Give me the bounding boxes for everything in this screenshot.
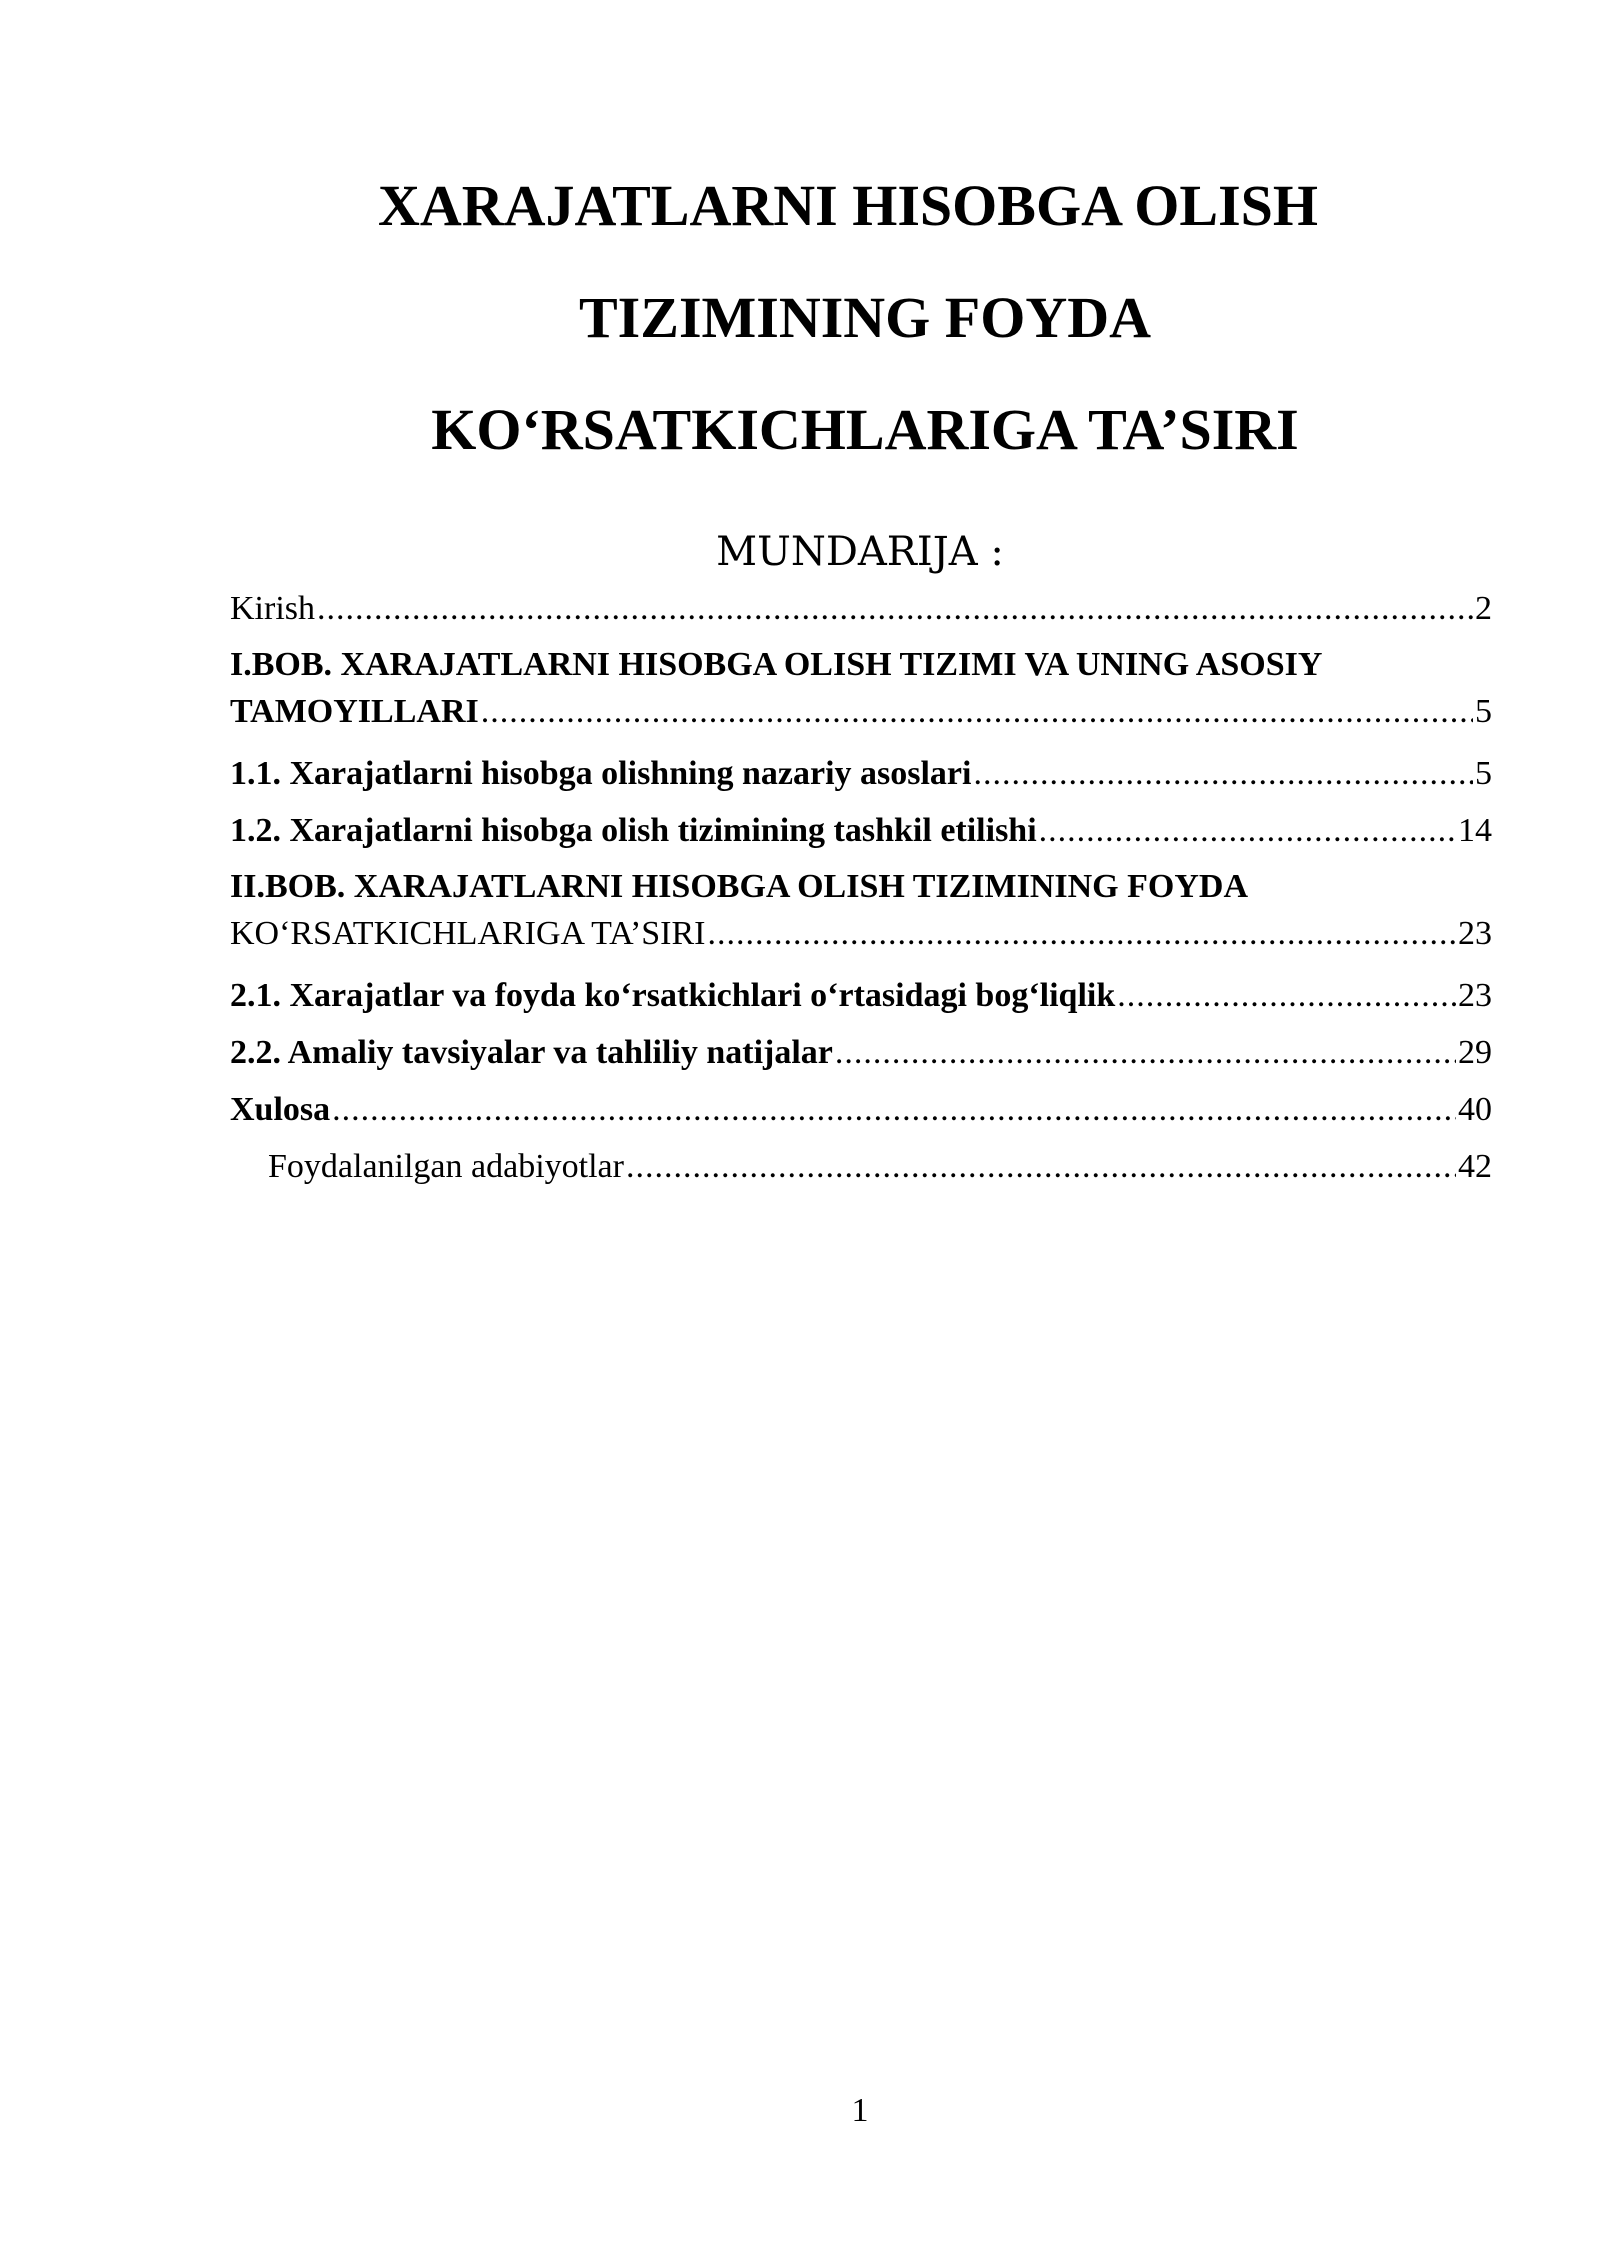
toc-entry-chapter-1[interactable] [230, 641, 1492, 741]
toc-entry-label: 1.2. Xarajatlarni hisobga olish tizimining tashkil etilishi [230, 812, 1037, 849]
title-line-1: XARAJATLARNI HISOBGA OLISH [378, 173, 1319, 238]
toc-leader-dots [1117, 967, 1456, 1024]
toc-entry-section-2-2[interactable] [230, 1024, 1492, 1081]
toc-leader-dots [332, 1081, 1456, 1138]
toc-entry-page: 5 [1475, 755, 1492, 792]
toc-entry-page: 2 [1475, 590, 1492, 627]
toc-leader-dots [708, 911, 1456, 957]
toc-leader-dots [835, 1024, 1456, 1081]
toc-entry-label-line2: KO‘RSATKICHLARIGA TA’SIRI [230, 915, 706, 952]
toc-entry-page: 5 [1475, 693, 1492, 730]
toc-heading: MUNDARIJA : [716, 529, 1004, 575]
toc-leader-dots [1039, 802, 1456, 859]
toc-entry-page: 23 [1458, 977, 1492, 1014]
toc-leader-dots [626, 1138, 1456, 1195]
toc-entry-page: 23 [1458, 915, 1492, 952]
table-of-contents [230, 580, 1492, 1195]
toc-entry-references[interactable] [230, 1138, 1492, 1195]
toc-entry-section-1-2[interactable] [230, 802, 1492, 859]
toc-entry-label-line2: TAMOYILLARI [230, 693, 479, 730]
toc-entry-label-line1: I.BOB. XARAJATLARNI HISOBGA OLISH TIZIMI VA UNING ASOSIY [230, 646, 1323, 683]
toc-entry-label: Xulosa [230, 1091, 331, 1128]
toc-entry-page: 14 [1458, 812, 1492, 849]
toc-entry-chapter-2[interactable] [230, 863, 1492, 963]
title-line-2: TIZIMINING FOYDA [579, 285, 1151, 350]
toc-entry-label: 2.2. Amaliy tavsiyalar va tahliliy natijalar [230, 1034, 833, 1071]
document-title [0, 150, 1600, 486]
toc-entry-page: 42 [1458, 1148, 1492, 1185]
toc-entry-xulosa[interactable] [230, 1081, 1492, 1138]
toc-entry-label: Kirish [230, 590, 315, 627]
toc-entry-page: 29 [1458, 1034, 1492, 1071]
toc-entry-page: 40 [1458, 1091, 1492, 1128]
toc-entry-section-1-1[interactable] [230, 745, 1492, 802]
toc-entry-label: 1.1. Xarajatlarni hisobga olishning nazariy asoslari [230, 755, 972, 792]
toc-entry-label-line1: II.BOB. XARAJATLARNI HISOBGA OLISH TIZIMINING FOYDA [230, 868, 1248, 905]
toc-leader-dots [973, 745, 1473, 802]
title-line-3: KO‘RSATKICHLARIGA TA’SIRI [431, 397, 1299, 462]
toc-entry-label: 2.1. Xarajatlar va foyda ko‘rsatkichlari o‘rtasidagi bog‘liqlik [230, 977, 1116, 1014]
page-number: 1 [851, 2092, 869, 2129]
toc-leader-dots [481, 689, 1473, 735]
toc-entry-label: Foydalanilgan adabiyotlar [268, 1148, 624, 1185]
toc-entry-section-2-1[interactable] [230, 967, 1492, 1024]
toc-leader-dots [317, 580, 1473, 637]
toc-entry-kirish[interactable] [230, 580, 1492, 637]
